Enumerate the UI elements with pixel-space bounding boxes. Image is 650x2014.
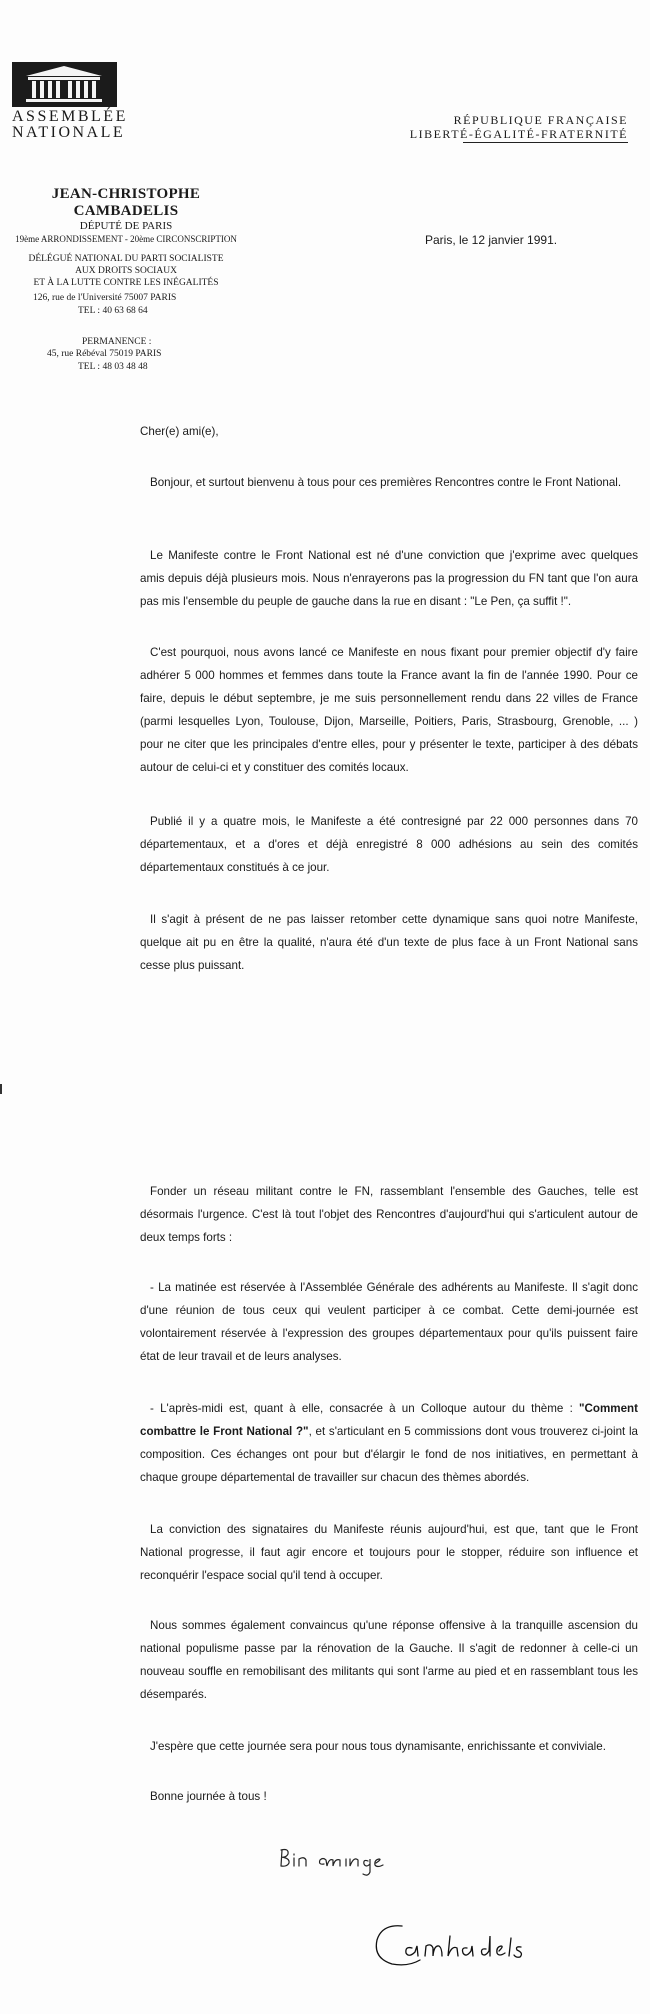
paragraph-3 [140, 641, 638, 779]
paragraph-5-text: Il s'agit à présent de ne pas laisser retomber cette dynamique sans quoi notre Manifeste, quelque ait pu en être la qualité, n'aura été d'un texte de plus face à un Front National sans cesse plus puissant. [140, 913, 638, 972]
letter-salutation [140, 420, 638, 443]
paragraph-9 [140, 1518, 638, 1587]
letter-date: Paris, le 12 janvier 1991. [425, 233, 558, 247]
closing-text: Bonne journée à tous ! [150, 1790, 267, 1803]
paragraph-7 [140, 1276, 638, 1368]
paragraph-11-text: J'espère que cette journée sera pour nous tous dynamisante, enrichissante et conviviale. [150, 1740, 606, 1753]
paragraph-11 [140, 1735, 638, 1758]
signature [368, 1918, 558, 1983]
sender-block [6, 186, 246, 289]
sender-role-line3: ET À LA LUTTE CONTRE LES INÉGALITÉS [33, 278, 219, 288]
paris-office-tel: TEL : 40 63 68 64 [78, 306, 148, 316]
institution-name-line2: NATIONALE [12, 124, 126, 141]
republic-title: RÉPUBLIQUE FRANÇAISE [453, 113, 628, 127]
sender-role [6, 253, 246, 289]
closing [140, 1785, 638, 1808]
sender-role-line2: AUX DROITS SOCIAUX [75, 266, 177, 276]
paragraph-8-text [140, 1397, 638, 1489]
republic-motto: LIBERTÉ-ÉGALITÉ-FRATERNITÉ [409, 127, 628, 141]
institution-name-line1: ASSEMBLÉE [12, 108, 128, 125]
colloquium-theme: "Comment combattre le Front National ?" [140, 1402, 638, 1438]
handwritten-note [276, 1844, 426, 1883]
paragraph-10-text: Nous sommes également convaincus qu'une réponse offensive à la tranquille ascension du national populisme passe par la rénovation de la Gauche. Il s'agit de redonner à celle-ci un nouveau souffle en remobilisant des militants qui sont l'arme au pied et en rassemblant tous les désemparés. [140, 1619, 638, 1701]
permanence-tel: TEL : 48 03 48 48 [78, 362, 148, 372]
margin-mark [0, 1084, 2, 1094]
paragraph-8 [140, 1397, 638, 1489]
paragraph-4 [140, 810, 638, 879]
paragraph-6-text: Fonder un réseau militant contre le FN, rassemblant l'ensemble des Gauches, telle est désormais l'urgence. C'est là tout l'objet des Rencontres d'aujourd'hui qui s'articulent autour de deux temps forts : [140, 1185, 638, 1244]
paragraph-2 [140, 544, 638, 613]
salutation-text: Cher(e) ami(e), [140, 425, 219, 438]
motto-underline [463, 142, 628, 143]
permanence-label: PERMANENCE : [82, 337, 152, 347]
paragraph-5 [140, 908, 638, 977]
sender-role-line1: DÉLÉGUÉ NATIONAL DU PARTI SOCIALISTE [28, 254, 224, 264]
paragraph-8-start: - L'après-midi est, quant à elle, consacrée à un Colloque autour du thème : [150, 1402, 580, 1415]
assemblee-nationale-logo [12, 62, 117, 107]
paragraph-2-text: Le Manifeste contre le Front National est né d'une conviction que j'exprime avec quelques amis depuis déjà plusieurs mois. Nous n'enrayerons pas la progression du FN tant que l'on aura pas mis l'ensemble du peuple de gauche dans la rue en disant : "Le Pen, ça suffit !". [140, 549, 638, 608]
paragraph-3-text: C'est pourquoi, nous avons lancé ce Manifeste en nous fixant pour premier objectif d'y faire adhérer 5 000 hommes et femmes dans toute la France avant la fin de l'année 1990. Pour ce faire, depuis le début septembre, je me suis personnellement rendu dans 22 villes de France (parmi lesquelles Lyon, Toulouse, Dijon, Marseille, Poitiers, Paris, Strasbourg, Grenoble, ... ) pour ne citer que les principales d'entre elles, pour y présenter le texte, participer à des débats autour de celui-ci et y constituer des comités locaux. [140, 646, 638, 774]
paragraph-10 [140, 1614, 638, 1706]
sender-title: DÉPUTÉ DE PARIS [79, 220, 173, 232]
paragraph-1-text: Bonjour, et surtout bienvenu à tous pour ces premières Rencontres contre le Front National. [150, 476, 622, 489]
sender-district: 19ème ARRONDISSEMENT - 20ème CIRCONSCRIPTION [15, 234, 237, 244]
paragraph-4-text: Publié il y a quatre mois, le Manifeste a été contresigné par 22 000 personnes dans 70 départementaux, et a d'ores et déjà enregistré 8 000 adhésions au sein des comités départementaux constitués à ce jour. [140, 815, 638, 874]
paragraph-7-text: - La matinée est réservée à l'Assemblée Générale des adhérents au Manifeste. Il s'agit donc d'une réunion de tous ceux qui veulent participer à ce combat. Cette demi-journée est volontairement réservée à l'expression des groupes départementaux pour qu'ils puissent faire état de leur travail et de leurs analyses. [140, 1281, 638, 1363]
paris-office-address: 126, rue de l'Université 75007 PARIS [33, 293, 177, 303]
sender-name: JEAN-CHRISTOPHE CAMBADELIS [51, 186, 201, 219]
paragraph-1 [140, 471, 638, 494]
paragraph-9-text: La conviction des signataires du Manifeste réunis aujourd'hui, est que, tant que le Front National progresse, il faut agir encore et toujours pour le stopper, réduire son influence et reconquérir l'espace social qu'il tend à occuper. [140, 1523, 638, 1582]
paragraph-6 [140, 1180, 638, 1249]
permanence-address: 45, rue Rébéval 75019 PARIS [47, 349, 162, 359]
paragraph-8-end: , et s'articulant en 5 commissions dont vous trouverez ci-joint la composition. Ces échanges ont pour but d'élargir le fond de nos initiatives, en permettant à chaque groupe départemental de travailler sur chacun des thèmes abordés. [140, 1425, 639, 1484]
